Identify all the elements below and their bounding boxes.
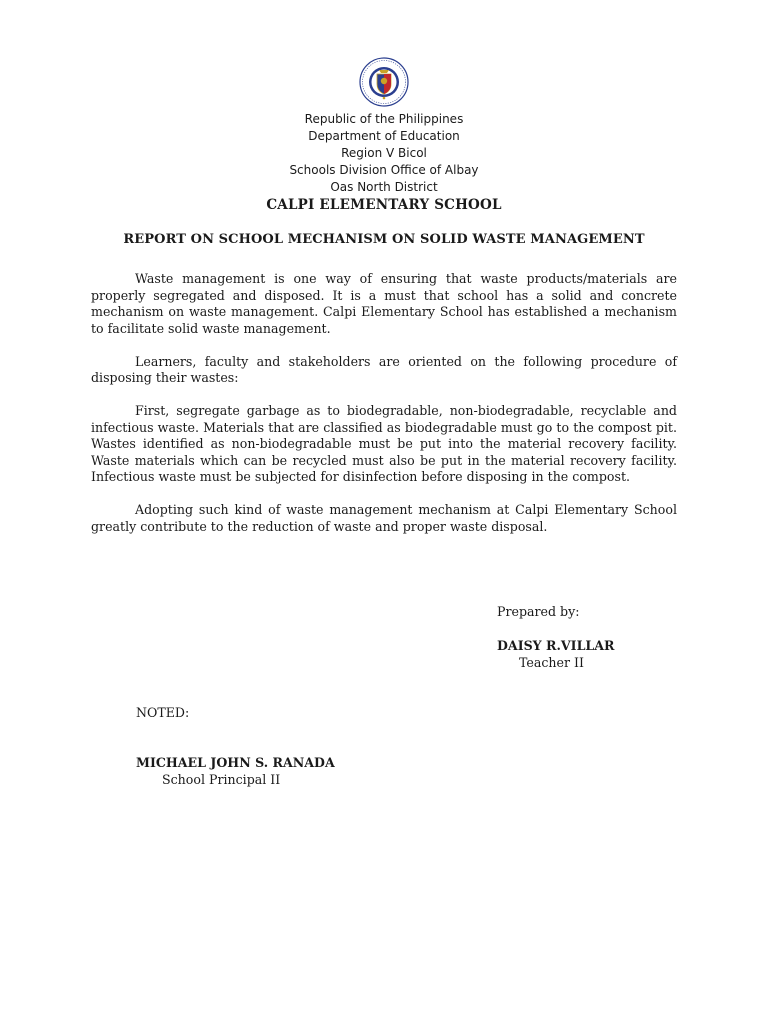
prepared-by-label: Prepared by: [497,604,580,619]
letterhead [0,111,768,196]
preparer-role: Teacher II [519,655,584,670]
paragraph-procedure: First, segregate garbage as to biodegradable, non-biodegradable, recyclable and infectious waste. Materials that are classified as biodegradable must go to the compost pit. Wastes identified as non-biodegradable must be put into the material recovery facility. Waste materials which can be recycled must also be put in the material recovery facility. Infectious waste must be subjected for disinfection before disposing in the compost. [91,403,677,484]
noter-name: MICHAEL JOHN S. RANADA [136,755,335,770]
noter-role: School Principal II [162,772,281,787]
paragraph-orientation: Learners, faculty and stakeholders are oriented on the following procedure of disposing their wastes: [91,353,677,385]
letterhead-division: Schools Division Office of Albay [289,163,479,177]
paragraph-intro: Waste management is one way of ensuring that waste products/materials are properly segregated and disposed. It is a must that school has a solid and concrete mechanism on waste management. Calpi Elementary School has established a mechanism to facilitate solid waste management. [91,271,677,336]
deped-seal-icon [359,57,409,107]
school-name: CALPI ELEMENTARY SCHOOL [266,197,502,213]
report-title: REPORT ON SCHOOL MECHANISM ON SOLID WASTE MANAGEMENT [123,232,645,247]
letterhead-region: Region V Bicol [341,146,427,160]
letterhead-department: Department of Education [308,129,460,143]
noted-label: NOTED: [136,705,190,720]
letterhead-district: Oas North District [330,180,438,194]
preparer-name: DAISY R.VILLAR [497,638,615,653]
paragraph-conclusion: Adopting such kind of waste management mechanism at Calpi Elementary School greatly contribute to the reduction of waste and proper waste disposal. [91,502,677,534]
report-body [91,271,677,552]
letterhead-republic: Republic of the Philippines [304,112,464,126]
